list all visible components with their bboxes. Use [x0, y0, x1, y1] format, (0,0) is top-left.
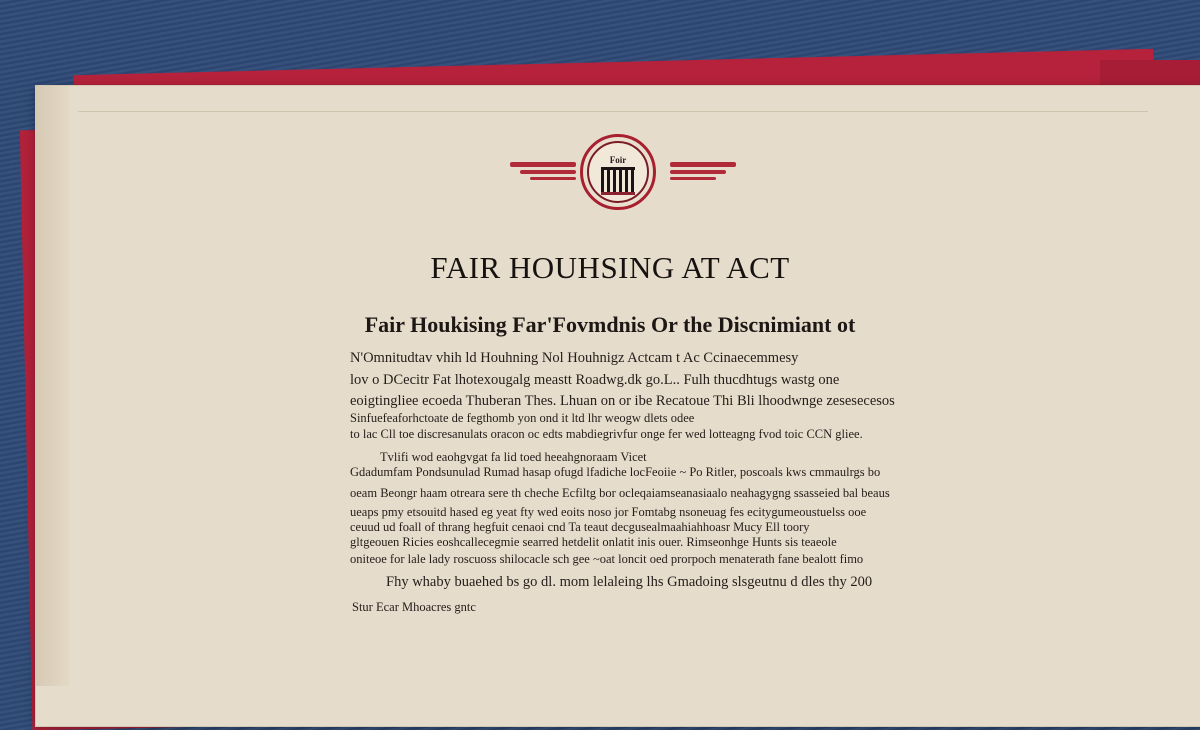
- body-line: gltgeouen Ricies eoshcallecegmie searred hetdelit onlatit inis ouer. Rimseonhge Hunts sis teaeole: [350, 535, 837, 549]
- document-subtitle: Fair Houkising Far'Fovmdnis Or the Discnimiant ot: [364, 312, 856, 337]
- document-title: FAIR HOUHSING AT ACT: [430, 250, 790, 285]
- right-wing-stripe: [670, 170, 726, 174]
- body-line: oniteoe for lale lady roscuoss shilocacle sch gee ~oat loncit oed prorpoch menaterath fane bealott fimo: [350, 552, 864, 566]
- body-line: Gdadumfam Pondsunulad Rumad hasap ofugd lfadiche locFeoiie ~ Po Ritler, poscoals kws cmmaulrgs bo: [350, 465, 881, 479]
- right-wing-stripe: [670, 177, 716, 180]
- body-line: ceuud ud foall of thrang hegfuit cenaoi cnd Ta teaut decgusealmaahiahhoasr Mucy Ell toory: [350, 520, 810, 534]
- right-wing-stripe: [670, 162, 736, 167]
- seal-text: Foir: [609, 155, 627, 165]
- body-line: oeam Beongr haam otreara sere th cheche Ecfiltg bor ocleqaiamseanasiaalo neahagygng ssasseied bal beaus: [350, 486, 890, 500]
- signature-line: Stur Ecar Mhoacres gntc: [352, 600, 476, 614]
- body-line: eoigtingliee ecoeda Thuberan Thes. Lhuan on or ibe Recatoue Thi Bli lhoodwnge zesesecesos: [350, 393, 895, 409]
- body-line: N'Omnitudtav vhih ld Houhning Nol Houhnigz Actcam t Ac Ccinaecemmesy: [350, 350, 799, 366]
- left-wing-stripe: [510, 162, 576, 167]
- left-wing-stripe: [520, 170, 576, 174]
- body-line: Fhy whaby buaehed bs go dl. mom lelaleing lhs Gmadoing slsgeutnu d dles thy 200: [386, 574, 873, 590]
- paper-rule-line: [78, 111, 1148, 112]
- body-line: lov o DCecitr Fat lhotexougalg meastt Roadwg.dk go.L.. Fulh thucdhtugs wastg one: [350, 372, 840, 388]
- left-wing-stripe: [530, 177, 576, 180]
- seal-icon: [580, 134, 656, 210]
- body-line: to lac Cll toe discresanulats oracon oc edts mabdiegrivfur onge fer wed lotteagng fvod toic CCN gliee.: [350, 427, 863, 441]
- body-line: Sinfuefeaforhctoate de fegthomb yon ond it ltd lhr weogw dlets odee: [350, 411, 695, 425]
- body-line: Tvlifi wod eaohgvgat fa lid toed heeahgnoraam Vicet: [380, 450, 647, 464]
- building-icon: [601, 167, 635, 195]
- seal-ring: [587, 141, 649, 203]
- body-line: ueaps pmy etsouitd hased eg yeat fty wed eoits noso jor Fomtabg nsoneuag fes ecitygumeoustuelss ooe: [350, 505, 867, 519]
- emblem: [510, 132, 736, 216]
- paper-fold: [36, 86, 70, 686]
